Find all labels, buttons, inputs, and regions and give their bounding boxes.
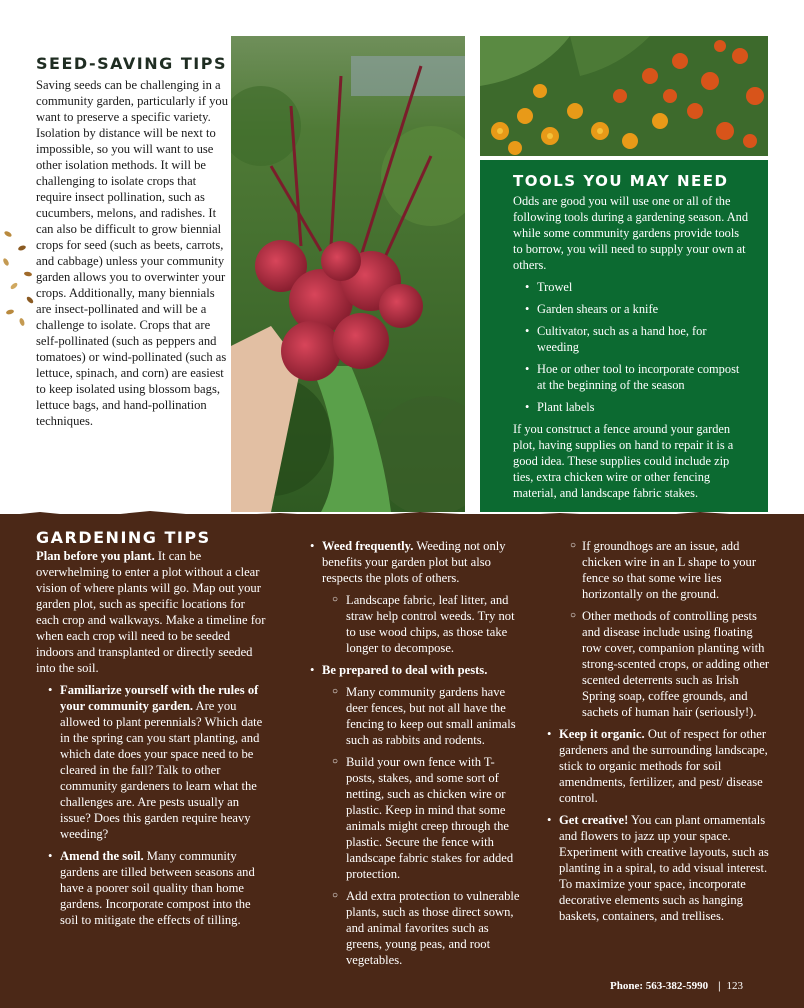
list-item (298, 538, 520, 656)
weed-text: Weeding not only benefits your garden plot but also respects the plots of others. (322, 539, 506, 585)
plan-lead: Plan before you plant. (36, 549, 155, 563)
sublist-item: ○ Add extra protection to vulnerable plants, such as those direct sown, and animal favorites such as greens, young peas, and root vegetables. (322, 888, 520, 968)
list-item (546, 726, 770, 806)
plan-text: It can be overwhelming to enter a plot without a clear vision of where plants will go. Map out your garden plot, such as specific locations for each crop and walkways. Make a timeline for when each crop will need to be seeded indoors and transplanted or directly seeded into the soil. (36, 549, 266, 675)
sublist-item: ○ Build your own fence with T-posts, stakes, and some sort of netting, such as chicken wire or plastic. Keep in mind that some animals might creep through the plastic. Secure the fence with landscape fabric stakes for added protection. (322, 754, 520, 882)
gardening-tips-column-1 (36, 530, 268, 934)
gardening-tips-title: GARDENING TIPS (36, 528, 211, 547)
list-item (36, 848, 268, 928)
seeds-decoration (0, 220, 40, 330)
tools-item: • Trowel (537, 279, 750, 295)
marigolds-photo (480, 36, 768, 156)
tools-box (480, 160, 768, 512)
page-footer (610, 980, 770, 992)
tools-item: • Garden shears or a knife (537, 301, 750, 317)
creative-text: You can plant ornamentals and flowers to jazz up your space. Experiment with creative layouts, such as planting in a spiral, to add visual interest. To maximize your space, incorporate decorative elements such as hanging baskets, containers, and trellises. (559, 813, 769, 923)
beets-photo (231, 36, 465, 512)
organic-lead: Keep it organic. (559, 727, 645, 741)
seed-saving-title: SEED-SAVING TIPS (36, 54, 227, 73)
amend-lead: Amend the soil. (60, 849, 144, 863)
organic-text: Out of respect for other gardeners and the surrounding landscape, stick to organic methods for soil amendments, fertilizer, and pest/ disease control. (559, 727, 768, 805)
list-item (546, 812, 770, 924)
gardening-tips-column-3 (546, 538, 770, 930)
familiarize-lead: Familiarize yourself with the rules of your community garden. (60, 683, 259, 713)
tools-outro: If you construct a fence around your garden plot, having supplies on hand to repair it is a good idea. These supplies could include zip ties, extra chicken wire or other fencing material, and landscape fabric stakes. (513, 422, 734, 500)
tools-list (513, 279, 750, 415)
sublist-item: ○ Other methods of controlling pests and disease include using floating row cover, companion planting with strong-scented crops, or adding other scented deterrents such as Irish Spring soap, coffee grounds, and sachets of human hair (seriously!). (546, 608, 770, 720)
weed-sublist (322, 592, 520, 656)
tools-title: TOOLS YOU MAY NEED (513, 172, 729, 190)
tools-item: • Cultivator, such as a hand hoe, for weeding (537, 323, 750, 355)
pests-sublist-continued (546, 538, 770, 720)
seed-saving-body: Saving seeds can be challenging in a community garden, particularly if you want to preserve a specific variety. Isolation by distance will be next to impossible, so you will want to use other isolation methods. It will be challenging to isolate crops that require insect pollination, such as cucumbers, melons, and radishes. It can also be difficult to grow biennial crops for seed (such as beets, carrots, and cabbage) unless your community garden allows you to overwinter your crops. Additionally, many biennials are insect-pollinated and will be a challenge to isolate. Crops that are self-pollinated (such as peppers and tomatoes) or wind-pollinated (such as lettuce, spinach, and corn) are easiest to keep isolated using blossom bags, lettuce bags, and hand-pollination techniques. (36, 78, 228, 428)
creative-lead: Get creative! (559, 813, 629, 827)
tools-item: • Plant labels (537, 399, 750, 415)
seed-saving-section (36, 54, 228, 429)
pests-lead: Be prepared to deal with pests. (322, 663, 488, 677)
tips-list-2 (298, 538, 520, 968)
familiarize-text: Are you allowed to plant perennials? Which date in the spring can you start planting, and which date does your space need to be cleared in the fall? Talk to other community gardeners to learn what the challenges are. Are pests usually an issue? Does this garden require heavy weeding? (60, 699, 263, 841)
pests-sublist (322, 684, 520, 968)
tools-item: • Hoe or other tool to incorporate compost at the beginning of the season (537, 361, 750, 393)
footer-separator: | (718, 980, 721, 992)
weed-lead: Weed frequently. (322, 539, 414, 553)
gardening-tips-column-2 (298, 538, 520, 974)
sublist-item: ○ If groundhogs are an issue, add chicken wire in an L shape to your fence so that some wire lies horizontally on the ground. (546, 538, 770, 602)
tools-intro: Odds are good you will use one or all of the following tools during a gardening season. And while some community gardens provide tools to borrow, you will need to supply your own at others. (513, 194, 749, 272)
sublist-item: ○ Landscape fabric, leaf litter, and straw help control weeds. Try not to use wood chips, as those take longer to decompose. (322, 592, 520, 656)
list-item (298, 662, 520, 968)
amend-text: Many community gardens are tilled between seasons and have a poorer soil quality than home gardens. Incorporate compost into the soil to mitigate the effects of tilling. (60, 849, 255, 927)
sublist-item: ○ Many community gardens have deer fences, but not all have the fencing to keep out small animals such as rabbits and rodents. (322, 684, 520, 748)
list-item (36, 682, 268, 842)
plan-paragraph (36, 548, 268, 676)
tips-list-1 (36, 682, 268, 928)
tips-list-3 (546, 726, 770, 924)
footer-phone: Phone: 563-382-5990 (610, 980, 709, 992)
page-number: 123 (726, 980, 744, 992)
